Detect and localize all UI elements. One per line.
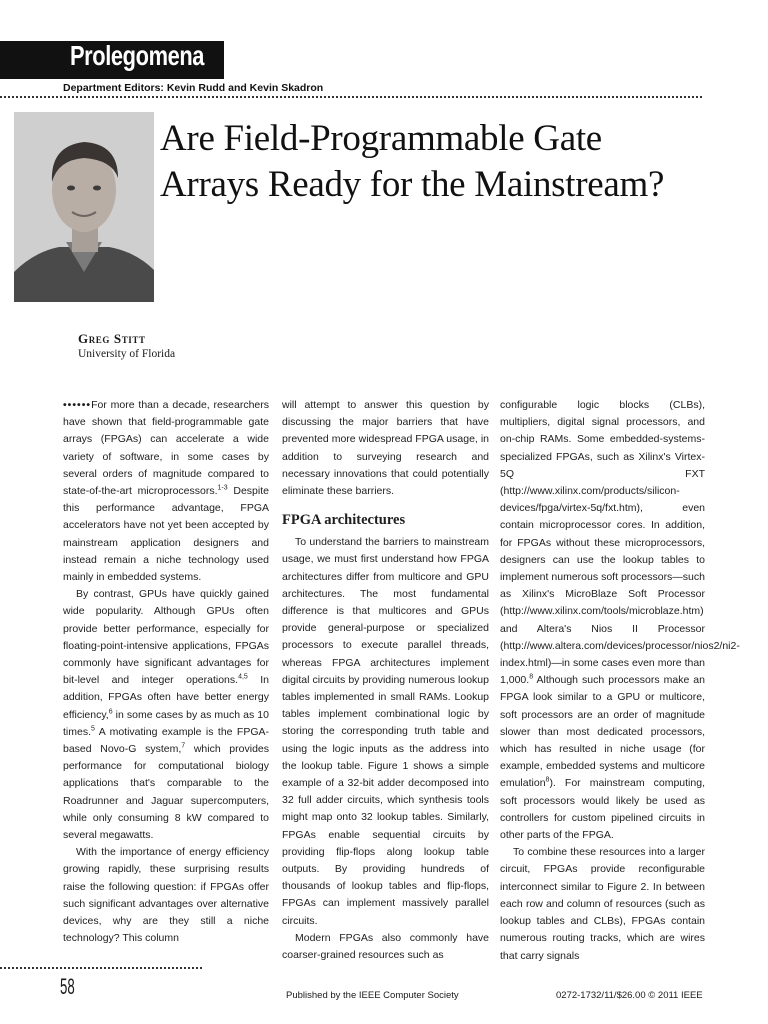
paragraph: ••••••For more than a decade, researchers have shown that field-programmable gate arrays (FPGAs) can accelerate a wide variety of software, in some cases by several orders of magnitude compared to state-of-the-art microprocessors.$^{1-3}$ Despite this performance advantage, FPGA accelerators have not yet been accepted by mainstream application designers and instead remain a niche technology used mainly in embedded systems. xyxy=(63,399,269,584)
paragraph: To understand the barriers to mainstream usage, we must first understand how FPGA architectures differ from multicore and GPU architectures. The most fundamental difference is that multicores and GPUs provide general-purpose or specialized processors to execute parallel threads, whereas FPGA architectures implement digital circuits by providing numerous lookup tables implemented in small RAMs. Lookup tables implement combinational logic by storing the corresponding truth table and using the logic inputs as the address into the lookup table. Figure 1 shows a simple example of a 32-bit adder decomposed into 32 full adder circuits, which synthesis tools might map onto 32 lookup tables. Similarly, FPGAs enable sequential circuits by providing flip-flops along lookup table outputs. By providing hundreds of thousands of lookup tables and flip-flops, FPGAs can implement massively parallel circuits. xyxy=(282,536,489,927)
section-heading: FPGA architectures xyxy=(282,512,406,529)
page-number: 58 xyxy=(60,974,75,999)
header-divider xyxy=(0,96,702,98)
body-column-3 xyxy=(500,397,740,965)
paragraph: By contrast, GPUs have quickly gained wide popularity. Although GPUs often provide better performance, especially for floating-point-intensive applications, FPGAs commonly have significant advantages for bit-level and integer operations.$^{4,5}$ In addition, FPGAs often have better energy efficiency,$^6$ in some cases by as much as 10 times.$^5$ A motivating example is the FPGA-based Novo-G system,$^7$ which provides performance for computational biology applications that's comparable to the Roadrunner and Jaguar supercomputers, while only consuming 8 kW compared to several megawatts. xyxy=(63,588,269,842)
lead-dots: •••••• xyxy=(63,399,92,411)
department-editors: Department Editors: Kevin Rudd and Kevin Skadron xyxy=(63,82,324,94)
body-column-1 xyxy=(63,397,269,948)
author-photo xyxy=(14,112,154,302)
author-portrait-image xyxy=(14,112,154,302)
paragraph: With the importance of energy efficiency growing rapidly, these surprising results raise the following question: if FPGAs offer such significant advantages over alternative devices, why are they still a niche technology? This column xyxy=(63,846,269,945)
footer-divider xyxy=(0,967,202,969)
article-title xyxy=(160,116,720,208)
section-title: Prolegomena xyxy=(70,40,205,71)
paragraph: To combine these resources into a larger circuit, FPGAs provide reconfigurable interconnect similar to Figure 2. In between each row and column of resources (such as lookup tables and CLBs), FPGAs contain numerous routing tracks, which are wires that carry signals xyxy=(500,846,705,962)
paragraph: Modern FPGAs also commonly have coarser-grained resources such as xyxy=(282,931,489,962)
author-affiliation: University of Florida xyxy=(78,348,176,360)
article-title-line-1: Are Field-Programmable Gate xyxy=(160,118,602,159)
copyright-line: 0272-1732/11/$26.00 © 2011 IEEE xyxy=(556,990,703,1001)
body-column-2 xyxy=(282,397,489,964)
publisher-line: Published by the IEEE Computer Society xyxy=(286,990,459,1001)
article-title-line-2: Arrays Ready for the Mainstream? xyxy=(160,164,665,205)
paragraph: will attempt to answer this question by discussing the major barriers that have prevented more widespread FPGA usage, in addition to surveying research and necessary innovations that could potentially eliminate these barriers. xyxy=(282,399,489,498)
paragraph: configurable logic blocks (CLBs), multipliers, digital signal processors, and on-chip RAMs. Some embedded-systems-specialized FPGAs, such as Xilinx's Virtex-5Q FXT (http://www.xilinx.com/products/silicon-devices/fpga/virtex-5q/fxt.htm), even contain microprocessor cores. In addition, for FPGAs without these microprocessors, designers can use the lookup tables to implement numerous soft processors—such as Xilinx's MicroBlaze Soft Processor (http://www.xilinx.com/tools/microblaze.htm) and Altera's Nios II Processor (http://www.altera.com/devices/processor/nios2/ni2-index.html)—in some cases even more than 1,000.$^8$ Although such processors make an FPGA look similar to a GPU or multicore, soft processors are an order of magnitude slower than most dedicated processors, which has resulted in niche usage (for example, embedded systems and multicore emulation$^8$). For mainstream computing, soft processors would likely be used as controllers for custom pipelined circuits in other parts of the FPGA. xyxy=(500,399,740,842)
author-name: Greg Stitt xyxy=(78,331,146,346)
